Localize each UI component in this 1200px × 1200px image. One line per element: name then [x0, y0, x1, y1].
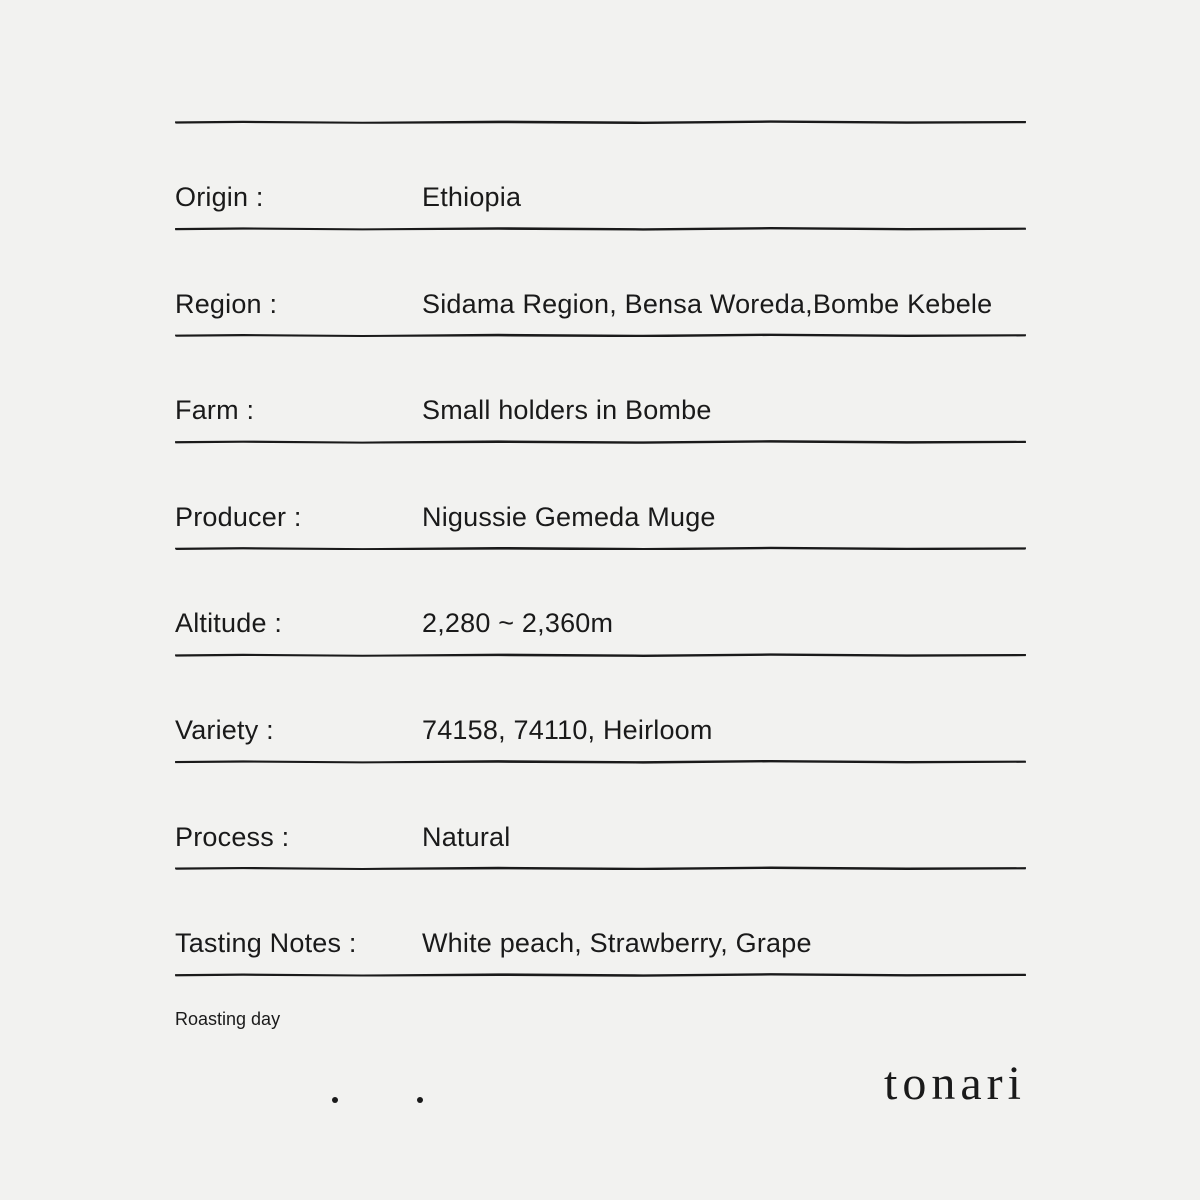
detail-row-region: [175, 231, 1026, 338]
row-rule: [175, 973, 1026, 977]
detail-row-producer: [175, 444, 1026, 551]
detail-value: White peach, Strawberry, Grape: [422, 928, 812, 959]
detail-row-process: [175, 764, 1026, 871]
detail-value: Natural: [422, 821, 511, 852]
detail-label: Altitude :: [175, 608, 283, 639]
detail-label: Origin :: [175, 182, 264, 212]
brand-logo: tonari: [884, 1057, 1026, 1110]
detail-label: Tasting Notes :: [175, 928, 357, 959]
detail-value: 74158, 74110, Heirloom: [422, 714, 713, 745]
detail-value: Sidama Region, Bensa Woreda,Bombe Kebele: [422, 288, 993, 319]
detail-value: Nigussie Gemeda Muge: [422, 501, 716, 532]
detail-row-farm: [175, 337, 1026, 444]
coffee-info-card: [175, 120, 1026, 977]
detail-row-variety: [175, 657, 1026, 764]
detail-label: Farm :: [175, 395, 255, 426]
detail-value: 2,280 ~ 2,360m: [422, 608, 614, 639]
detail-label: Producer :: [175, 501, 302, 532]
detail-value: Ethiopia: [422, 182, 522, 212]
details-list: [175, 124, 1026, 977]
detail-label: Variety :: [175, 714, 274, 745]
date-separator-dot: [417, 1097, 423, 1103]
detail-row-altitude: [175, 550, 1026, 657]
detail-label: Process :: [175, 821, 290, 852]
detail-row-tasting-notes: [175, 870, 1026, 977]
date-separator-dot: [332, 1097, 338, 1103]
detail-value: Small holders in Bombe: [422, 395, 712, 426]
detail-label: Region :: [175, 288, 278, 319]
detail-row-origin: [175, 124, 1026, 231]
roasting-day-label: Roasting day: [175, 1009, 281, 1029]
